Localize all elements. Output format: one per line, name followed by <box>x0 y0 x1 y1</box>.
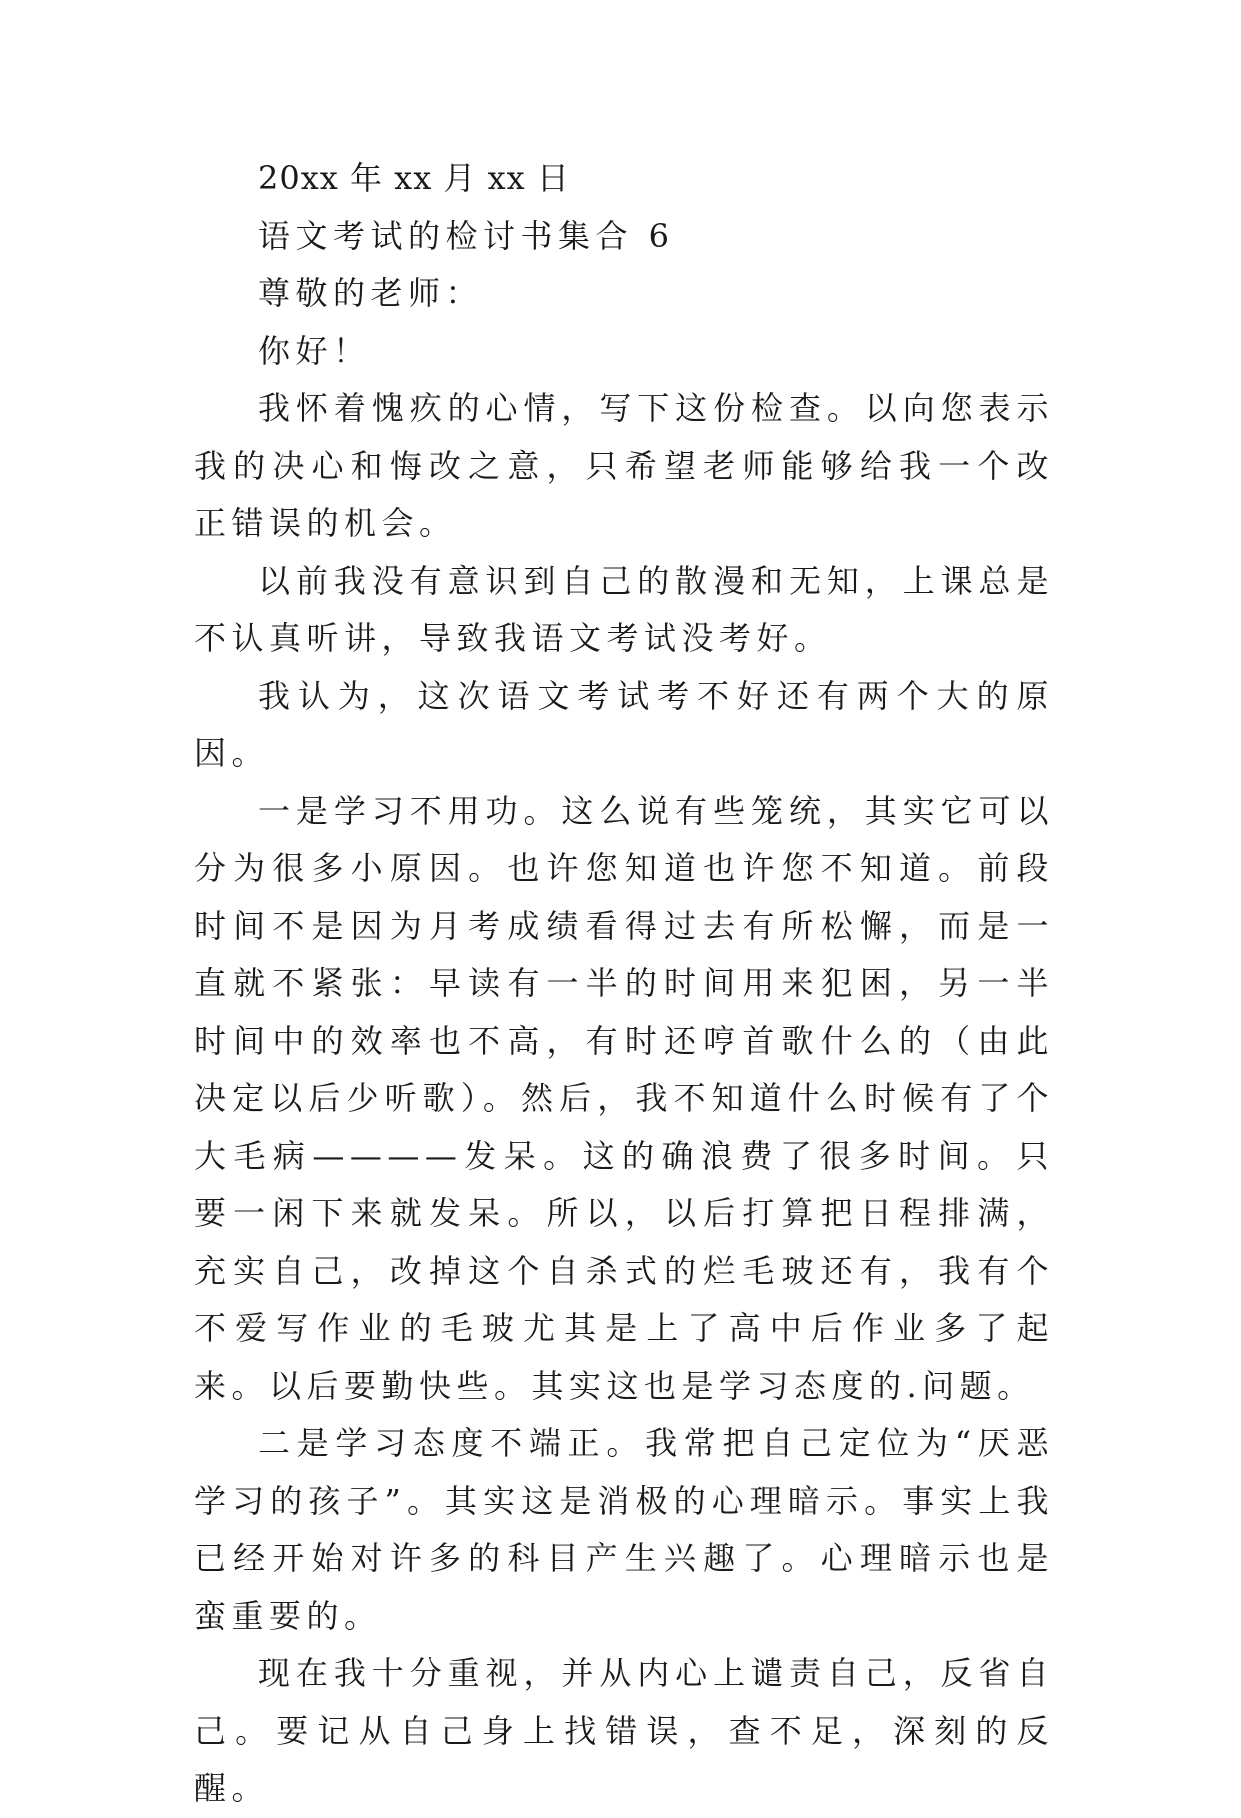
body-paragraph: 以前我没有意识到自己的散漫和无知，上课总是不认真听讲，导致我语文考试没考好。 <box>194 561 1054 657</box>
greeting: 你好！ <box>258 331 371 370</box>
body-paragraph: 一是学习不用功。这么说有些笼统，其实它可以分为很多小原因。也许您知道也许您不知道。前段时间不是因为月考成绩看得过去有所松懈，而是一直就不紧张：早读有一半的时间用来犯困，另一半时间中的效率也不高，有时还哼首歌什么的（由此决定以后少听歌）。然后，我不知道什么时候有了个大毛病————发呆。这的确浪费了很多时间。只要一闲下来就发呆。所以，以后打算把日程排满，充实自己，改掉这个自杀式的烂毛玻还有，我有个不爱写作业的毛玻尤其是上了高中后作业多了起来。以后要勤快些。其实这也是学习态度的.问题。 <box>194 791 1054 1405</box>
salutation: 尊敬的老师： <box>258 274 484 312</box>
document-title: 语文考试的检讨书集合 6 <box>258 216 675 255</box>
body-paragraph: 我怀着愧疚的心情，写下这份检查。以向您表示我的决心和悔改之意，只希望老师能够给我一个改正错误的机会。 <box>194 389 1054 542</box>
body-paragraph: 二是学习态度不端正。我常把自己定位为“厌恶学习的孩子”。其实这是消极的心理暗示。事实上我已经开始对许多的科目产生兴趣了。心理暗示也是蛮重要的。 <box>194 1424 1054 1635</box>
date-line: 20xx 年 xx 月 xx 日 <box>258 159 570 197</box>
body-paragraph: 我认为，这次语文考试考不好还有两个大的原因。 <box>194 676 1054 772</box>
document-body <box>194 150 1054 1818</box>
body-paragraph: 现在我十分重视，并从内心上谴责自己，反省自己。要记从自己身上找错误，查不足，深刻的反醒。 <box>194 1654 1054 1807</box>
